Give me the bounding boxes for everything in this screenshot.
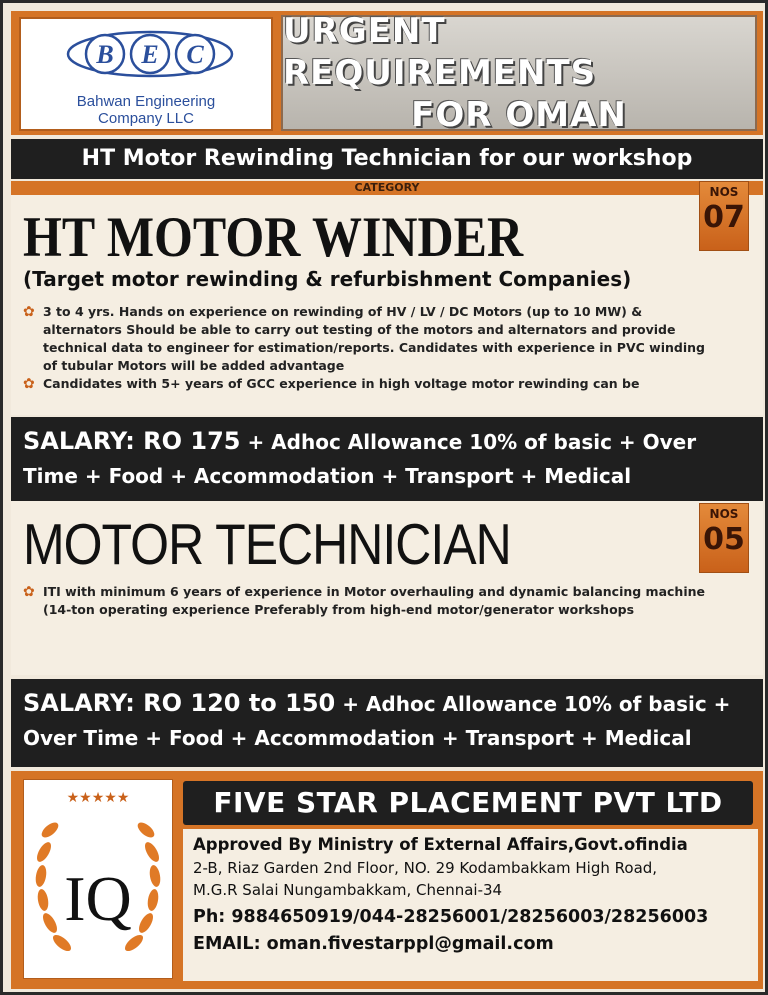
five-star-logo	[23, 779, 173, 979]
salary-amount: SALARY: RO 120 to 150	[23, 689, 336, 717]
list-item	[23, 303, 723, 375]
star-icon: ★★★★★	[66, 790, 130, 806]
logo-monogram: IQ	[64, 863, 132, 934]
bec-company-line2: Company LLC	[98, 110, 194, 127]
bec-letter-b: B	[96, 40, 114, 69]
salary-benefits: + Adhoc Allowance 10% of basic + Over Time + Food + Accommodation + Transport + Medical	[23, 430, 697, 488]
footer	[11, 771, 763, 989]
bec-logo	[65, 29, 235, 79]
category-strip	[11, 181, 763, 195]
list-item	[23, 583, 723, 619]
role-title: MOTOR TECHNICIAN	[23, 512, 511, 577]
salary-bar-2	[11, 679, 763, 767]
company-name: FIVE STAR PLACEMENT PVT LTD	[183, 781, 753, 825]
list-item	[23, 375, 723, 393]
bec-company-line1: Bahwan Engineering	[76, 93, 216, 110]
address-line1: 2-B, Riaz Garden 2nd Floor, NO. 29 Kodambakkam High Road,	[193, 859, 658, 877]
bullet-text: 3 to 4 yrs. Hands on experience on rewinding of HV / LV / DC Motors (up to 10 MW) & alternators Should be able to carry out testing of the motors and alternators and provide technical data to engineer for estimation/reports. Candidates with experience in PVC winding of tubular Motors will be added advantage	[43, 304, 705, 373]
category-label: CATEGORY	[354, 181, 420, 194]
nos-label: NOS	[709, 185, 739, 199]
role-subtitle: (Target motor rewinding & refurbishment Companies)	[23, 267, 632, 291]
urgent-line2: FOR OMAN	[411, 95, 627, 135]
email-address: EMAIL: oman.fivestarppl@gmail.com	[193, 934, 554, 954]
bullet-text: ITI with minimum 6 years of experience in Motor overhauling and dynamic balancing machine (14-ton operating experience Preferably from high-end motor/generator workshops	[43, 584, 705, 617]
bec-letter-e: E	[141, 40, 159, 69]
header	[11, 11, 763, 135]
role-title: HT MOTOR WINDER	[23, 204, 524, 269]
nos-badge	[699, 503, 749, 573]
approval-text: Approved By Ministry of External Affairs,Govt.ofindia	[193, 835, 688, 854]
gear-bullet-icon: ✿	[23, 584, 35, 600]
salary-amount: SALARY: RO 175	[23, 427, 241, 455]
contact-block	[183, 829, 758, 981]
gear-bullet-icon: ✿	[23, 304, 35, 320]
gear-bullet-icon: ✿	[23, 376, 35, 392]
nos-label: NOS	[709, 507, 739, 521]
nos-value: 07	[703, 200, 745, 235]
nos-badge	[699, 181, 749, 251]
nos-value: 05	[703, 522, 745, 557]
laurel-wreath-icon	[24, 780, 172, 978]
salary-bar-1	[11, 417, 763, 501]
urgent-banner	[281, 11, 757, 135]
bullet-text: Candidates with 5+ years of GCC experience in high voltage motor rewinding can be	[43, 376, 640, 391]
requirements-list	[23, 583, 723, 619]
job-title-bar: HT Motor Rewinding Technician for our workshop	[11, 139, 763, 179]
role-section-motor-technician	[11, 501, 763, 675]
requirements-list	[23, 303, 723, 393]
bec-letter-c: C	[186, 40, 204, 69]
salary-benefits: + Adhoc Allowance 10% of basic + Over Time + Food + Accommodation + Transport + Medical	[23, 692, 731, 750]
phone-numbers: Ph: 9884650919/044-28256001/28256003/28256003	[193, 907, 709, 927]
urgent-line1: URGENT REQUIREMENTS	[283, 11, 597, 93]
address-line2: M.G.R Salai Nungambakkam, Chennai-34	[193, 881, 503, 899]
bec-logo-box	[19, 17, 273, 131]
